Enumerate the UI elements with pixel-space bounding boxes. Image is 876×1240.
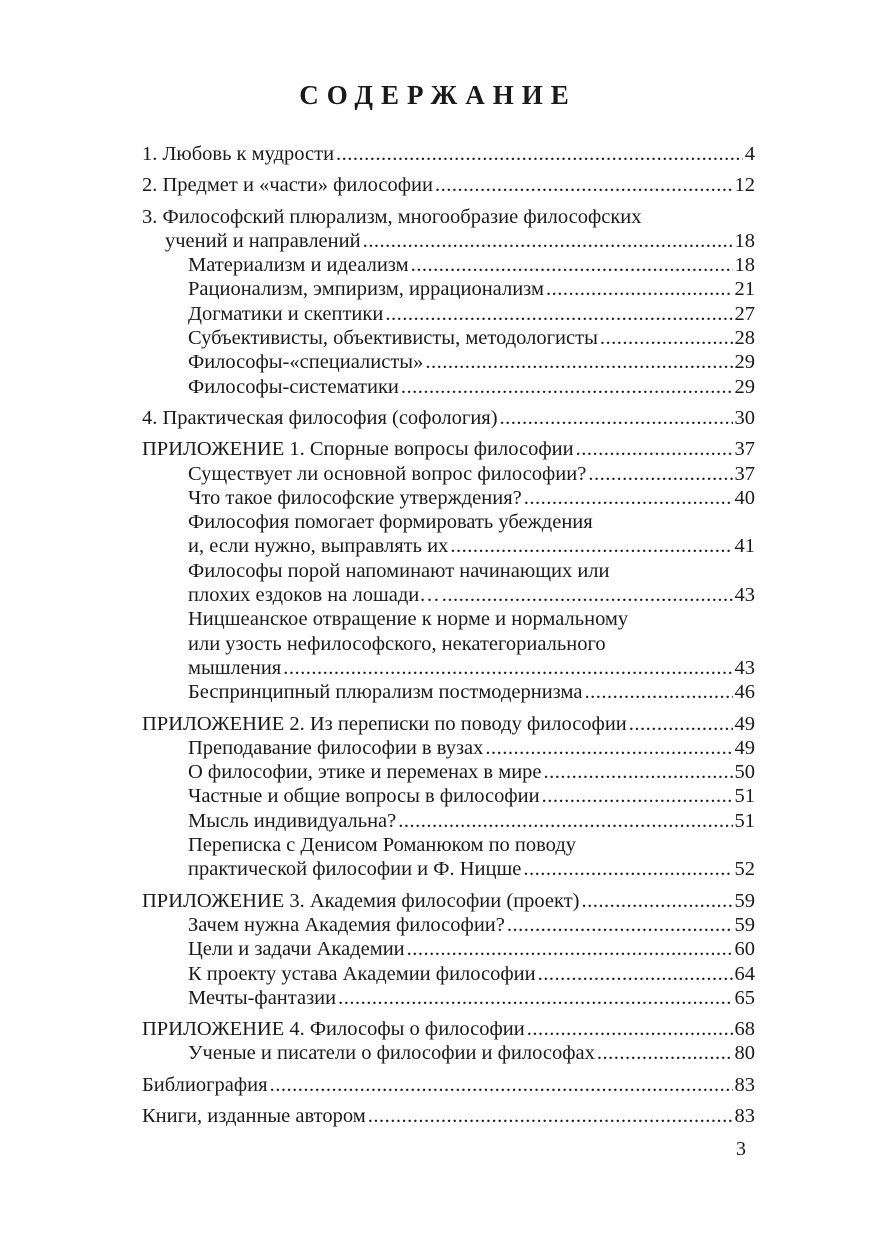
toc-entry	[142, 736, 755, 760]
toc-entry	[142, 375, 755, 399]
dot-leader	[425, 350, 732, 374]
toc-entry-title: Цели и задачи Академии	[188, 938, 405, 961]
toc-entry	[142, 173, 755, 197]
toc-entry-title: Философы-систематики	[188, 375, 399, 398]
toc-entry-page: 50	[734, 761, 755, 784]
toc-entry-page: 68	[734, 1018, 755, 1041]
toc-entry	[142, 889, 755, 913]
toc-section	[142, 1017, 755, 1066]
toc-entry	[142, 229, 755, 253]
toc-entry-title: учений и направлений	[165, 229, 361, 252]
dot-leader	[442, 583, 733, 607]
toc-entry	[142, 986, 755, 1010]
toc-entry-title: и, если нужно, выправлять их	[188, 535, 449, 558]
toc-entry-title: Частные и общие вопросы в философии	[188, 785, 540, 808]
toc-entry	[142, 205, 755, 229]
dot-leader	[538, 962, 733, 986]
toc-entry	[142, 1104, 755, 1128]
dot-leader	[524, 486, 733, 510]
toc-entry-page: 80	[734, 1042, 755, 1065]
toc-section	[142, 205, 755, 399]
toc-entry-title: Что такое философские утверждения?	[188, 486, 522, 509]
toc-entry-page: 59	[734, 889, 755, 912]
toc-section	[142, 1104, 755, 1128]
toc-entry-page: 49	[734, 712, 755, 735]
dot-leader	[398, 809, 732, 833]
toc-entry	[142, 680, 755, 704]
toc-entry-page: 37	[734, 462, 755, 485]
toc-entry-title: Зачем нужна Академия философии?	[188, 913, 505, 936]
toc-entry-page: 37	[734, 438, 755, 461]
toc-entry	[142, 326, 755, 350]
toc-entry-title: или узость нефилософского, некатегориального	[188, 632, 606, 655]
toc-entry-title: 1. Любовь к мудрости	[142, 143, 335, 165]
toc-entry	[142, 962, 755, 986]
toc-section	[142, 1073, 755, 1097]
toc-entry-title: Преподавание философии в вузах	[188, 736, 484, 759]
dot-leader	[338, 986, 732, 1010]
toc-entry-title: Мечты-фантазии	[188, 986, 337, 1009]
toc-entry-title: Субъективисты, объективисты, методологисты	[188, 327, 598, 350]
toc-entry	[142, 583, 755, 607]
toc-entry-page: 64	[734, 962, 755, 985]
toc-entry	[142, 253, 755, 277]
toc-entry-page: 28	[734, 327, 755, 350]
toc-section	[142, 712, 755, 882]
toc-entry-title: Беспринципный плюрализм постмодернизма	[188, 681, 583, 704]
dot-leader	[507, 913, 733, 937]
toc-entry	[142, 1017, 755, 1041]
toc-entry-title: Ученые и писатели о философии и философах	[188, 1042, 595, 1065]
toc-entry-title: Ницшеанское отвращение к норме и нормальному	[188, 608, 629, 631]
dot-leader	[527, 1017, 733, 1041]
toc-entry-page: 65	[734, 986, 755, 1009]
toc-entry-title: Философы-«специалисты»	[188, 351, 424, 374]
toc-entry-title: Философия помогает формировать убеждения	[188, 511, 593, 534]
dot-leader	[576, 437, 733, 461]
toc-entry-title: 4. Практическая философия (софология)	[142, 406, 498, 429]
toc-entry	[142, 712, 755, 736]
toc-entry-page: 27	[734, 302, 755, 325]
dot-leader	[582, 889, 733, 913]
page-title: СОДЕРЖАНИЕ	[299, 80, 577, 110]
toc-entry	[142, 857, 755, 881]
toc-entry	[142, 142, 755, 166]
toc-entry	[142, 1041, 755, 1065]
toc-entry-title: Переписка с Денисом Романюком по поводу	[188, 834, 577, 857]
dot-leader	[500, 406, 733, 430]
toc-entry	[142, 784, 755, 808]
toc-entry-title: ПРИЛОЖЕНИЕ 3. Академия философии (проект)	[142, 889, 580, 912]
toc-entry-page: 59	[734, 913, 755, 936]
toc-entry-title: Рационализм, эмпиризм, иррационализм	[188, 278, 544, 301]
toc-entry-page: 51	[734, 785, 755, 808]
toc-entry	[142, 462, 755, 486]
toc-entry-title: Мысль индивидуальна?	[188, 809, 397, 832]
dot-leader	[385, 302, 732, 326]
dot-leader	[411, 253, 733, 277]
toc-entry	[142, 1073, 755, 1097]
toc-entry-page: 21	[734, 278, 755, 301]
toc-entry-title: Библиография	[142, 1073, 268, 1096]
toc-section	[142, 173, 755, 197]
dot-leader	[629, 712, 733, 736]
toc-entry-title: 2. Предмет и «части» философии	[142, 174, 433, 197]
toc-entry-title: Догматики и скептики	[188, 302, 384, 325]
toc-entry	[142, 486, 755, 510]
toc-entry-page: 43	[734, 584, 755, 607]
toc-entry	[142, 760, 755, 784]
toc-entry	[142, 833, 755, 857]
toc-entry-page: 18	[734, 254, 755, 277]
toc-entry-title: 3. Философский плюрализм, многообразие философских	[142, 205, 642, 228]
dot-leader	[588, 462, 732, 486]
dot-leader	[435, 173, 733, 197]
toc-entry-title: О философии, этике и переменах в мире	[188, 761, 542, 784]
toc-entry	[142, 937, 755, 961]
toc-entry-title: ПРИЛОЖЕНИЕ 1. Спорные вопросы философии	[142, 438, 574, 461]
toc-section	[142, 406, 755, 430]
dot-leader	[542, 784, 733, 808]
toc-entry-page: 40	[734, 486, 755, 509]
toc-entry	[142, 277, 755, 301]
dot-leader	[597, 1041, 733, 1065]
toc-entry-title: Философы порой напоминают начинающих или	[188, 559, 610, 582]
table-of-contents	[142, 142, 755, 1135]
toc-entry-title: Существует ли основной вопрос философии?	[188, 462, 587, 485]
toc-entry	[142, 302, 755, 326]
toc-entry-page: 83	[734, 1073, 755, 1096]
dot-leader	[270, 1073, 733, 1097]
toc-section	[142, 889, 755, 1010]
toc-entry-page: 41	[734, 535, 755, 558]
toc-entry	[142, 534, 755, 558]
toc-entry-title: ПРИЛОЖЕНИЕ 4. Философы о философии	[142, 1018, 525, 1041]
toc-entry-page: 4	[744, 143, 755, 165]
dot-leader	[401, 375, 733, 399]
toc-entry-page: 60	[734, 938, 755, 961]
toc-entry-page: 29	[734, 351, 755, 374]
toc-entry-page: 49	[734, 736, 755, 759]
toc-entry	[142, 437, 755, 461]
dot-leader	[523, 857, 732, 881]
toc-entry-page: 12	[734, 174, 755, 197]
toc-entry	[142, 656, 755, 680]
toc-entry	[142, 559, 755, 583]
toc-entry-page: 29	[734, 375, 755, 398]
toc-entry	[142, 809, 755, 833]
dot-leader	[450, 534, 732, 558]
dot-leader	[368, 1104, 733, 1128]
toc-section	[142, 437, 755, 704]
toc-entry-page: 30	[734, 406, 755, 429]
toc-entry-title: ПРИЛОЖЕНИЕ 2. Из переписки по поводу философии	[142, 712, 627, 735]
dot-leader	[283, 656, 732, 680]
toc-entry-page: 18	[734, 229, 755, 252]
dot-leader	[363, 229, 733, 253]
dot-leader	[584, 680, 732, 704]
toc-entry-page: 83	[734, 1104, 755, 1127]
toc-entry	[142, 350, 755, 374]
toc-entry-title: Книги, изданные автором	[142, 1104, 366, 1127]
dot-leader	[544, 760, 733, 784]
dot-leader	[485, 736, 732, 760]
toc-entry	[142, 632, 755, 656]
toc-entry-page: 43	[734, 656, 755, 679]
toc-entry	[142, 607, 755, 631]
toc-entry-title: К проекту устава Академии философии	[188, 962, 536, 985]
page-number: 3	[736, 1138, 746, 1160]
toc-section	[142, 142, 755, 166]
toc-entry-page: 51	[734, 809, 755, 832]
dot-leader	[336, 142, 743, 166]
toc-entry	[142, 913, 755, 937]
toc-entry-title: практической философии и Ф. Ницше	[188, 858, 522, 881]
toc-entry	[142, 510, 755, 534]
toc-entry-title: Материализм и идеализм	[188, 254, 409, 277]
dot-leader	[546, 277, 733, 301]
toc-entry-page: 52	[734, 858, 755, 881]
toc-entry-title: плохих ездоков на лошади…	[188, 584, 440, 607]
toc-entry	[142, 406, 755, 430]
toc-entry-title: мышления	[188, 656, 282, 679]
toc-entry-page: 46	[734, 681, 755, 704]
dot-leader	[407, 937, 733, 961]
dot-leader	[600, 326, 733, 350]
